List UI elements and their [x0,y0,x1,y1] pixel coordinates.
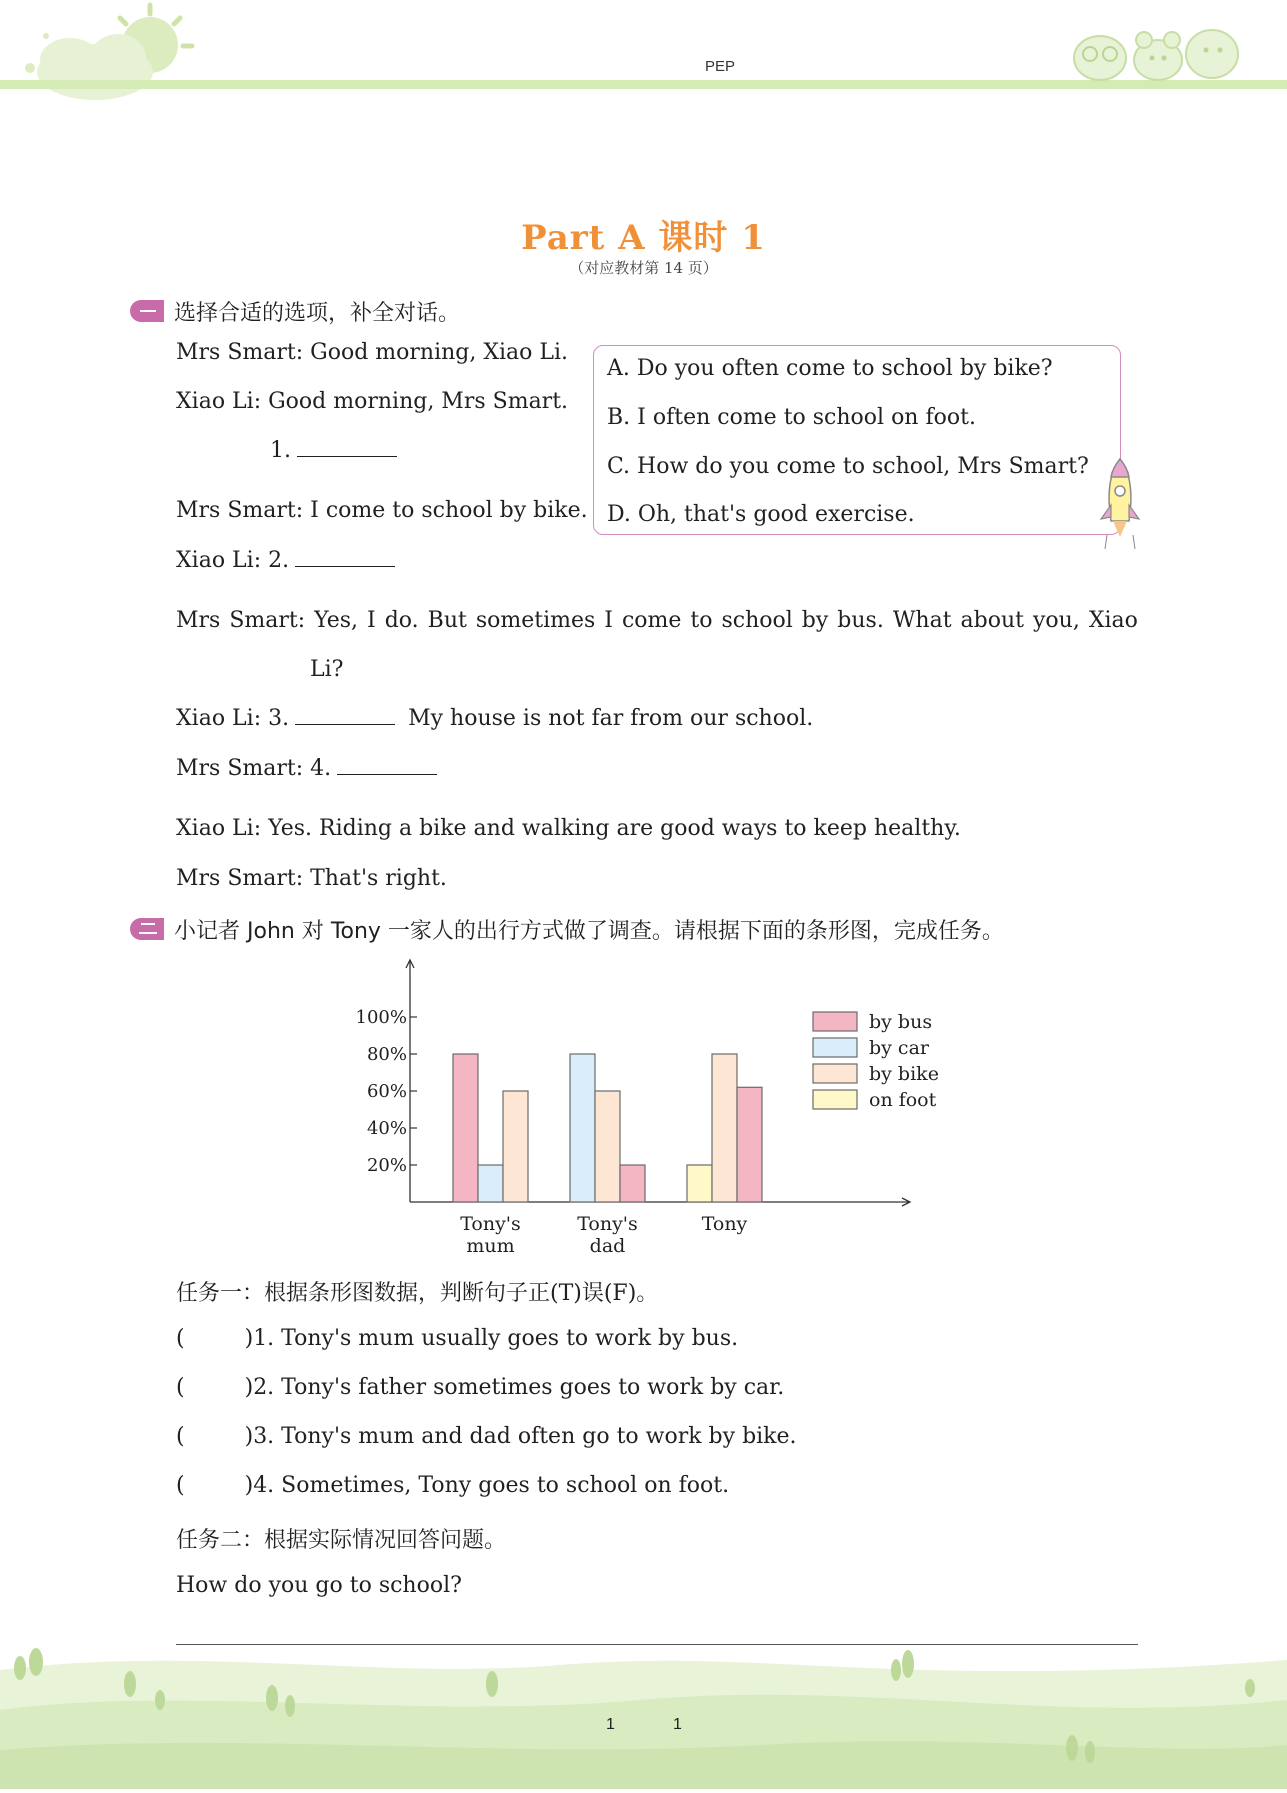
task1-text-1: 1. Tony's mum usually goes to work by bus. [253,1326,739,1351]
footer-landscape [0,1640,1287,1789]
task2-title: 任务二：根据实际情况回答问题。 [176,1528,507,1553]
task1-paren-open-1: ( [176,1326,185,1351]
bar [595,1091,620,1202]
bar [453,1054,478,1202]
blank-4-label: Mrs Smart: 4. [176,756,332,781]
y-tick-label: 20% [366,1155,407,1176]
task1-paren-open-3: ( [176,1424,185,1449]
dialogue-line-10: Mrs Smart: That's right. [176,866,447,891]
page-number-right: 1 [673,1716,682,1733]
task1-text-4: 4. Sometimes, Tony goes to school on foot. [253,1473,730,1498]
task1-paren-close-2: ) [244,1375,254,1400]
header-cloud-decoration [0,0,200,110]
task1-paren-open-4: ( [176,1473,185,1498]
blank-1-number: 1. [270,438,291,463]
header-animals-decoration [1060,20,1250,82]
option-a: A. Do you often come to school by bike? [607,356,1053,381]
legend-label: by bike [869,1063,939,1085]
task1-paren-close-3: ) [244,1424,254,1449]
dialogue-line-6: Mrs Smart: Yes, I do. But sometimes I come to school by bus. What about you, Xiao [176,608,1138,633]
dialogue-line-6-cont: Li? [310,657,344,682]
bar [620,1165,645,1202]
bar [737,1087,762,1202]
section1-title: 选择合适的选项，补全对话。 [174,301,461,326]
dialogue-line-3 [270,438,397,463]
blank-3-label: Xiao Li: 3. [176,706,290,731]
x-tick-label: mum [466,1235,515,1257]
task2-question: How do you go to school? [176,1573,462,1598]
x-tick-label: Tony's [460,1213,521,1235]
dialogue-line-9: Xiao Li: Yes. Riding a bike and walking are good ways to keep healthy. [176,816,961,841]
task1-paren-close-1: ) [244,1326,254,1351]
dialogue-line-4: Mrs Smart: I come to school by bike. [176,498,588,523]
task1-item-2 [176,1375,784,1400]
blank-1[interactable] [297,438,397,457]
dialogue-line-2: Xiao Li: Good morning, Mrs Smart. [176,389,569,414]
page-title: Part A 课时 1 [521,218,766,258]
task1-item-4 [176,1473,729,1498]
legend-swatch [813,1012,857,1031]
legend-label: by bus [869,1011,933,1033]
section2-title: 小记者 John 对 Tony 一家人的出行方式做了调查。请根据下面的条形图，完成任务。 [174,919,1004,944]
section1-badge [130,300,164,322]
task1-paren-close-4: ) [244,1473,254,1498]
page-subtitle: （对应教材第 14 页） [569,259,718,277]
y-tick-label: 80% [366,1044,407,1065]
legend-swatch [813,1064,857,1083]
dialogue-line-8 [176,756,437,781]
rocket-decoration [1095,455,1145,555]
header-label: PEP [705,58,736,75]
task1-text-2: 2. Tony's father sometimes goes to work by car. [253,1375,785,1400]
bar-chart-svg [340,950,960,1270]
task1-item-1 [176,1326,738,1351]
task1-paren-open-2: ( [176,1375,185,1400]
y-tick-label: 60% [366,1081,407,1102]
blank-2[interactable] [295,548,395,567]
page-title-wrap [0,210,1287,259]
task1-item-3 [176,1424,797,1449]
bar [687,1165,712,1202]
task1-text-3: 3. Tony's mum and dad often go to work by bike. [253,1424,797,1449]
bar [570,1054,595,1202]
x-tick-label: dad [589,1235,626,1257]
legend-label: by car [869,1037,929,1059]
blank-2-label: Xiao Li: 2. [176,548,290,573]
page-number-left: 1 [606,1716,615,1733]
blank-3[interactable] [295,706,395,725]
task1-title: 任务一：根据条形图数据，判断句子正(T)误(F)。 [176,1281,659,1306]
legend-label: on foot [869,1089,937,1111]
y-tick-label: 100% [355,1007,407,1028]
legend-swatch [813,1090,857,1109]
option-d: D. Oh, that's good exercise. [607,502,915,527]
dialogue-line-7 [176,706,813,731]
x-tick-label: Tony's [577,1213,638,1235]
option-b: B. I often come to school on foot. [607,405,976,430]
bar [503,1091,528,1202]
dialogue-line-5 [176,548,395,573]
legend-swatch [813,1038,857,1057]
bar-chart [340,950,960,1270]
option-c: C. How do you come to school, Mrs Smart? [607,454,1089,479]
dialogue-line-7-tail: My house is not far from our school. [408,706,814,731]
bar [478,1165,503,1202]
blank-4[interactable] [337,756,437,775]
bar [712,1054,737,1202]
dialogue-line-1: Mrs Smart: Good morning, Xiao Li. [176,340,569,365]
y-tick-label: 40% [366,1118,407,1139]
x-tick-label: Tony [701,1213,748,1235]
subtitle-wrap [0,257,1287,278]
section2-badge [130,918,164,940]
